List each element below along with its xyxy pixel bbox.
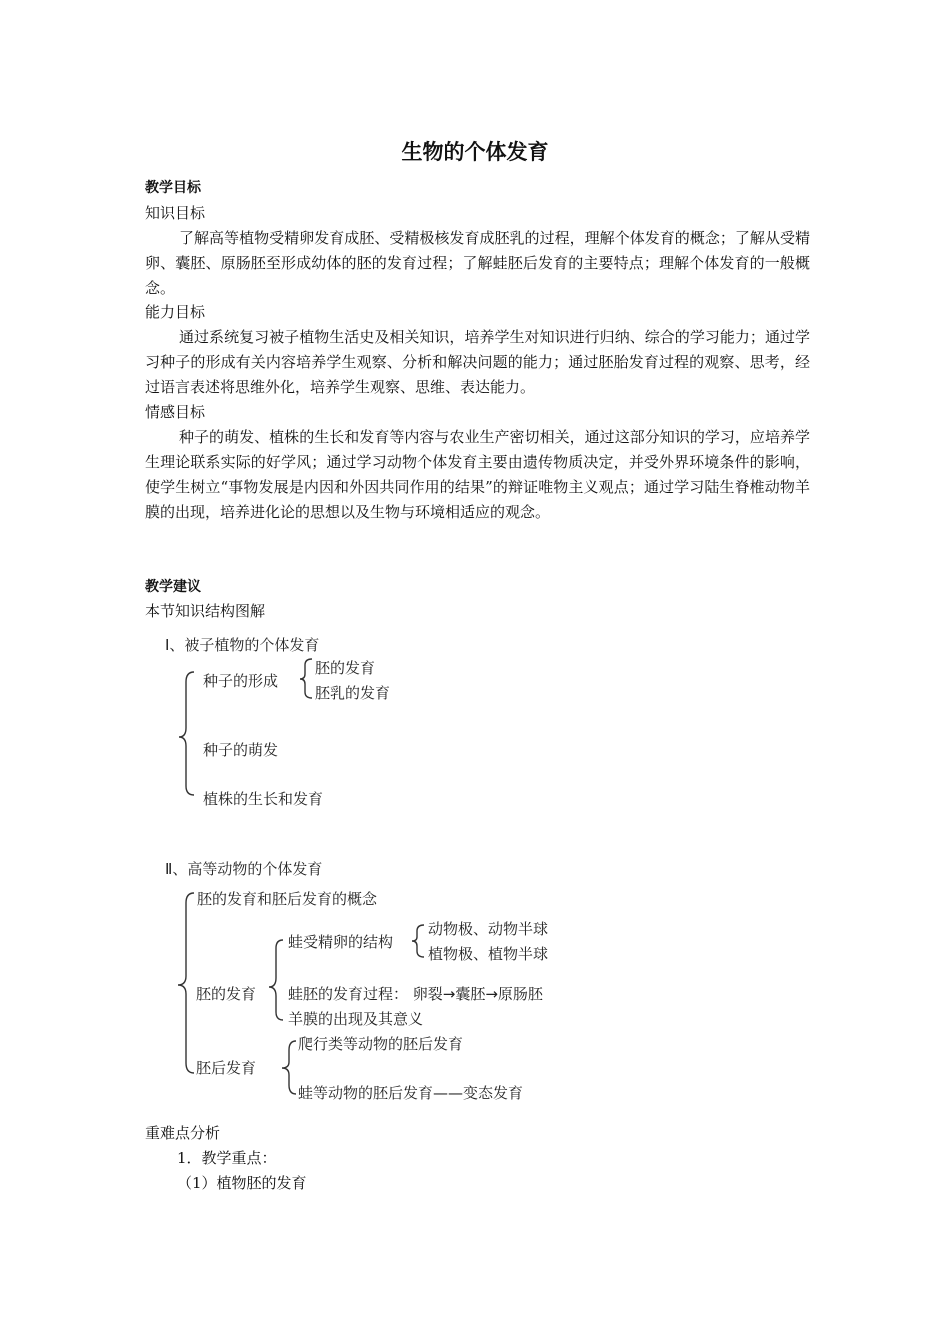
teaching-goals-heading: 教学目标 — [145, 180, 201, 196]
endosperm-development-label: 胚乳的发育 — [315, 684, 391, 702]
reptile-post-embryo-label: 爬行类等动物的胚后发育 — [298, 1035, 464, 1053]
knowledge-structure-heading: 本节知识结构图解 — [145, 602, 266, 620]
post-embryo-development-label: 胚后发育 — [196, 1059, 257, 1077]
knowledge-goals-text: 了解高等植物受精卵发育成胚、受精极核发育成胚乳的过程，理解个体发育的概念；了解从受精卵、囊胚、原肠胚至形成幼体的胚的发育过程；了解蛙胚后发育的主要特点；理解个体发育的一般概念。 — [145, 229, 810, 297]
amnion-label: 羊膜的出现及其意义 — [288, 1010, 424, 1028]
plant-main-brace — [179, 672, 194, 795]
animal-development-title: Ⅱ、高等动物的个体发育 — [165, 860, 323, 878]
emotion-goals-heading: 情感目标 — [145, 403, 206, 421]
ability-goals-text: 通过系统复习被子植物生活史及相关知识，培养学生对知识进行归纳、综合的学习能力；通过学习种子的形成有关内容培养学生观察、分析和解决问题的能力；通过胚胎发育过程的观察、思考，经过语言表述将思维外化，培养学生观察、思维、表达能力。 — [145, 328, 810, 396]
post-embryo-brace — [282, 1041, 296, 1094]
frog-embryo-process-label: 蛙胚的发育过程： 卵裂→囊胚→原肠胚 — [288, 985, 543, 1003]
difficulty-analysis-heading: 重难点分析 — [145, 1124, 221, 1142]
seed-formation-label: 种子的形成 — [203, 672, 279, 690]
teaching-key-point: 1．教学重点： — [177, 1149, 277, 1167]
teaching-suggestions-heading: 教学建议 — [145, 579, 201, 595]
plant-growth-label: 植株的生长和发育 — [203, 790, 324, 808]
emotion-goals-text: 种子的萌发、植株的生长和发育等内容与农业生产密切相关，通过这部分知识的学习，应培养学生理论联系实际的好学风；通过学习动物个体发育主要由遗传物质决定，并受外界环境条件的影响，使学生树立“事物发展是内因和外因共同作用的结果”的辩证唯物主义观点；通过学习陆生脊椎动物羊膜的出现，培养进化论的思想以及生物与环境相适应的观念。 — [145, 428, 810, 521]
seed-formation-brace — [300, 659, 312, 698]
plant-development-title: Ⅰ、被子植物的个体发育 — [165, 636, 320, 654]
plant-pole-label: 植物极、植物半球 — [428, 945, 549, 963]
knowledge-goals-heading: 知识目标 — [145, 204, 206, 222]
egg-structure-brace — [412, 925, 424, 957]
ability-goals-heading: 能力目标 — [145, 303, 206, 321]
page-title: 生物的个体发育 — [401, 140, 549, 164]
embryo-concept-label: 胚的发育和胚后发育的概念 — [197, 890, 378, 908]
animal-embryo-development-label: 胚的发育 — [196, 985, 257, 1003]
plant-embryo-development-label: 胚的发育 — [315, 659, 376, 677]
animal-main-brace — [178, 893, 194, 1073]
plant-embryo-point: （1）植物胚的发育 — [177, 1174, 307, 1192]
embryo-dev-brace — [269, 940, 283, 1020]
seed-germination-label: 种子的萌发 — [203, 741, 279, 759]
animal-pole-label: 动物极、动物半球 — [428, 920, 549, 938]
frog-metamorphosis-label: 蛙等动物的胚后发育——变态发育 — [298, 1084, 524, 1102]
frog-egg-structure-label: 蛙受精卵的结构 — [288, 933, 394, 951]
